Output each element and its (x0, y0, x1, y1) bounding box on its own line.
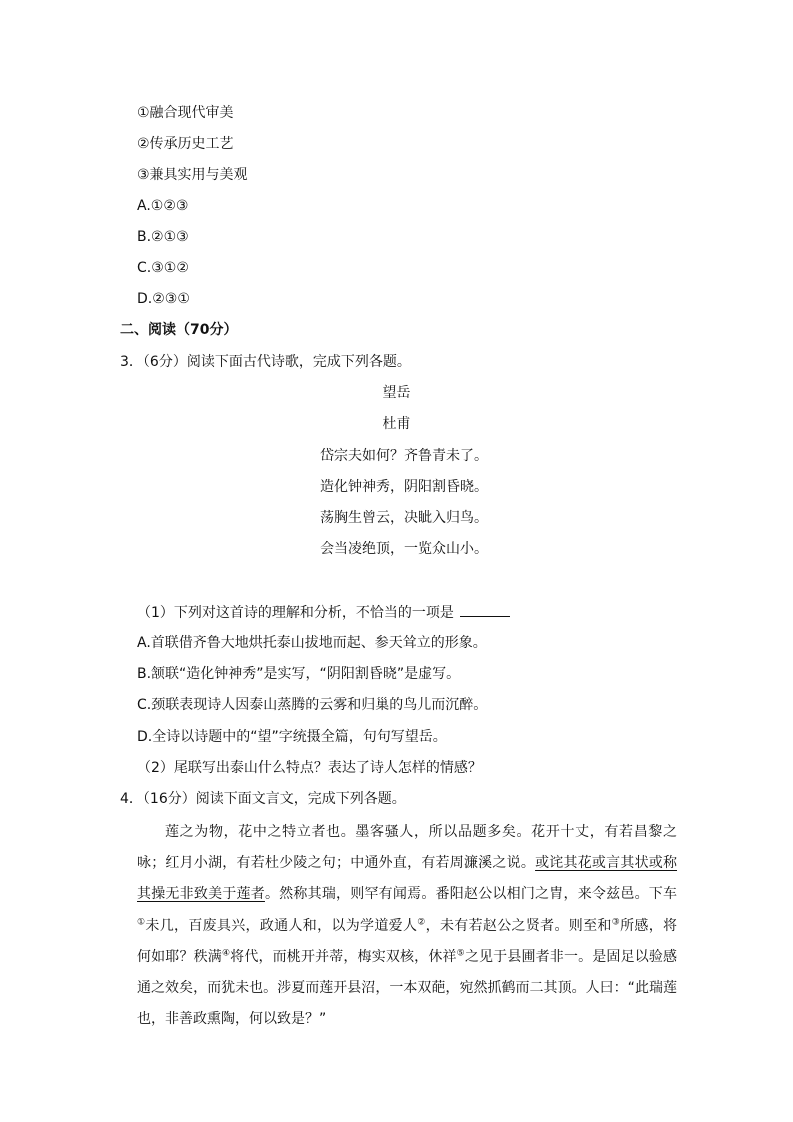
footnote-marker: ③ (611, 916, 621, 927)
underlined-sentence: 或诧其花或言其状或称其操无非致美于莲者 (137, 855, 678, 903)
passage-text: ，未有若赵公之贤者。则至和 (425, 917, 612, 934)
option-item: A.①②③ (137, 198, 189, 214)
poem-author: 杜甫 (382, 416, 411, 432)
passage-text: 所感，将何如耶？秩满 (137, 917, 678, 965)
choice-a: A.首联借齐鲁大地烘托泰山拔地而起、参天耸立的形象。 (137, 635, 487, 651)
sub-question-2: （2）尾联写出泰山什么特点？表达了诗人怎样的情感？ (137, 760, 482, 776)
footnote-marker: ① (137, 916, 146, 927)
footnote-marker: ② (417, 916, 426, 927)
option-item: ②传承历史工艺 (137, 136, 234, 152)
footnote-marker: ④ (221, 948, 231, 959)
passage-text: 未几，百废具兴，政通人和，以为学道爱人 (145, 917, 418, 934)
answer-blank[interactable] (460, 602, 510, 617)
classical-passage (137, 817, 677, 1035)
section-heading: 二、阅读（70分） (120, 322, 238, 338)
question-4-stem: 4．（16分）阅读下面文言文，完成下列各题。 (120, 791, 406, 807)
poem-line: 岱宗夫如何？齐鲁青未了。 (320, 448, 488, 464)
passage-text: 莲之为物，花中之特立者也。墨客骚人，所以品题多矣。花开十丈，有若昌黎之咏；红月小湖，有若杜少陵之句；中通外直，有若周濂溪之说。 (137, 824, 677, 872)
passage-text: 。然称其瑞，则罕有闻焉。番阳赵公以相门之胄，来令兹邑。下车 (264, 886, 678, 903)
poem-line: 荡胸生曾云，决眦入归鸟。 (320, 510, 488, 526)
option-item: C.③①② (137, 260, 189, 276)
footnote-marker: ⑤ (456, 948, 465, 959)
option-item: D.②③① (137, 291, 190, 307)
poem-line: 会当凌绝顶，一览众山小。 (320, 541, 488, 557)
option-item: B.②①③ (137, 229, 189, 245)
sub-question-1-text: （1）下列对这首诗的理解和分析，不恰当的一项是 (137, 605, 454, 621)
choice-b: B.颔联“造化钟神秀”是实写，“阴阳割昏晓”是虚写。 (137, 666, 461, 682)
sub-question-1 (137, 602, 510, 623)
option-item: ③兼具实用与美观 (137, 167, 248, 183)
option-item: ①融合现代审美 (137, 105, 234, 121)
choice-d: D.全诗以诗题中的“望”字统摄全篇，句句写望岳。 (137, 729, 447, 745)
question-3-stem: 3．（6分）阅读下面古代诗歌，完成下列各题。 (120, 354, 411, 370)
choice-c: C.颈联表现诗人因泰山蒸腾的云雾和归巢的鸟儿而沉醉。 (137, 697, 488, 713)
poem-title: 望岳 (382, 385, 411, 401)
poem-line: 造化钟神秀，阴阳割昏晓。 (320, 479, 488, 495)
passage-text: 之见于县圃者非一。是固足以验感通之效矣，而犹未也。涉夏而莲开县沼，一本双葩，宛然抓鹤而二其顶。人曰：“此瑞莲也，非善政熏陶，何以致是？” (137, 948, 678, 1028)
passage-text: 将代，而桃开并蒂，梅实双核，休祥 (230, 948, 457, 965)
